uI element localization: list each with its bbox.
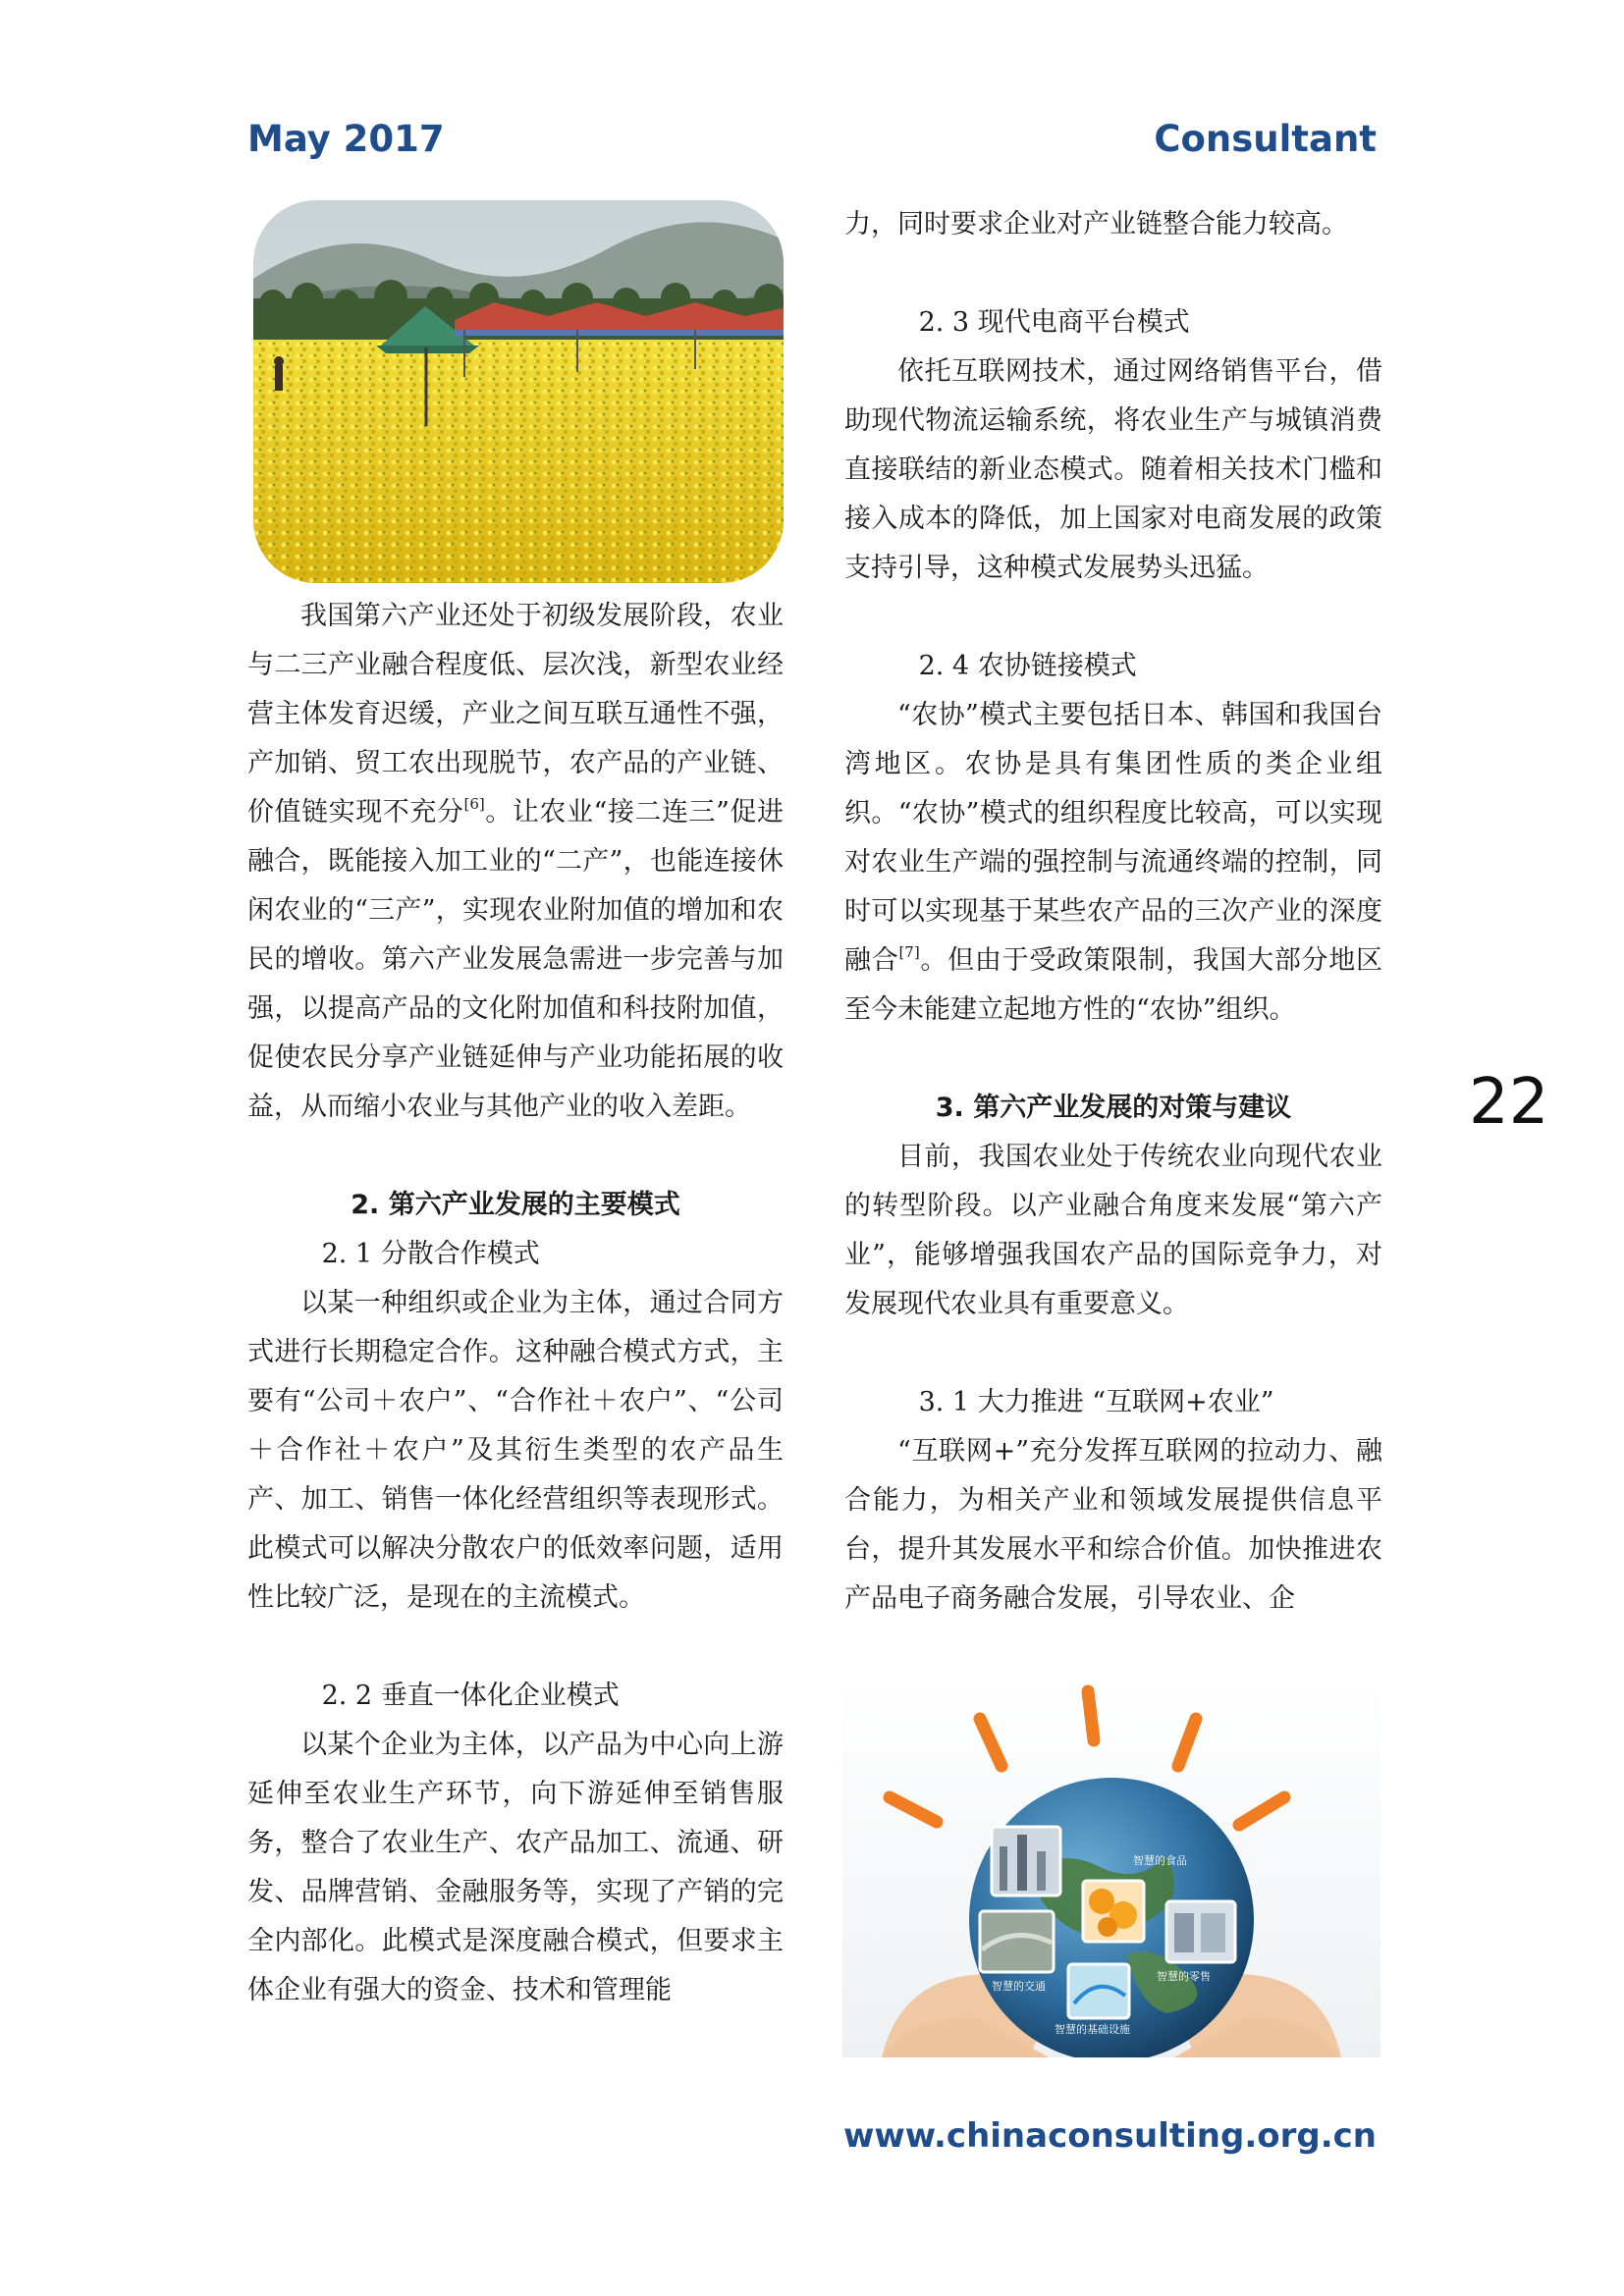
section-2-4-title: 2. 4 农协链接模式: [918, 651, 1137, 681]
intro-text: 我国第六产业还处于初级发展阶段，农业与二三产业融合程度低、层次浅，新型农业经营主体发育迟缓，产业之间互联互通性不强，产加销、贸工农出现脱节，农产品的产业链、价值链实现不充分: [247, 601, 784, 828]
intro-paragraph: [247, 592, 784, 1132]
citation-6: [6]: [463, 795, 485, 813]
continued-text: 力，同时要求企业对产业链整合能力较高。: [844, 209, 1348, 240]
section-3-1-title: 3. 1 大力推进 “互联网+农业”: [918, 1387, 1274, 1417]
section-2-3-title: 2. 3 现代电商平台模式: [918, 307, 1190, 338]
globe-label-traffic: 智慧的交通: [992, 1980, 1046, 1993]
right-column: [844, 200, 1382, 1624]
section-2-2-text: 以某个企业为主体，以产品为中心向上游延伸至农业生产环节，向下游延伸至销售服务，整合了农业生产、农产品加工、流通、研发、品牌营销、金融服务等，实现了产销的完全内部化。此模式是深度融合模式，但要求主体企业有强大的资金、技术和管理能: [247, 1730, 784, 2005]
globe-label-retail: 智慧的零售: [1157, 1970, 1211, 1983]
section-2-2-title: 2. 2 垂直一体化企业模式: [321, 1681, 620, 1711]
section-2-1-title: 2. 1 分散合作模式: [321, 1239, 540, 1269]
section-3-1-text: “互联网+”充分发挥互联网的拉动力、融合能力，为相关产业和领域发展提供信息平台，提升其发展水平和综合价值。加快推进农产品电子商务融合发展，引导农业、企: [844, 1436, 1382, 1614]
footer-website-url: www.chinaconsulting.org.cn: [842, 2116, 1377, 2156]
smart-globe-illustration: [842, 1680, 1380, 2057]
intro-text-cont: 。让农业“接二连三”促进融合，既能接入加工业的“二产”，也能连接休闲农业的“三产”，实现农业附加值的增加和农民的增收。第六产业发展急需进一步完善与加强，以提高产品的文化附加值和科技附加值，促使农民分享产业链延伸与产业功能拓展的收益，从而缩小农业与其他产业的收入差距。: [247, 797, 785, 1122]
page-number: 22: [1469, 1066, 1549, 1139]
section-2-1-text: 以某一种组织或企业为主体，通过合同方式进行长期稳定合作。这种融合模式方式，主要有“公司＋农户”、“合作社＋农户”、“公司＋合作社＋农户”及其衍生类型的农产品生产、加工、销售一体化经营组织等表现形式。此模式可以解决分散农户的低效率问题，适用性比较广泛，是现在的主流模式。: [247, 1288, 784, 1613]
header-magazine-title: Consultant: [1154, 118, 1377, 160]
header-issue-date: May 2017: [247, 118, 445, 160]
section-2-title: 2. 第六产业发展的主要模式: [351, 1190, 680, 1220]
left-column: [247, 592, 784, 2015]
section-2-3-text: 依托互联网技术，通过网络销售平台，借助现代物流运输系统，将农业生产与城镇消费直接联结的新业态模式。随着相关技术门槛和接入成本的降低，加上国家对电商发展的政策支持引导，这种模式发展势头迅猛。: [844, 356, 1382, 583]
section-3-text: 目前，我国农业处于传统农业向现代农业的转型阶段。以产业融合角度来发展“第六产业”，能够增强我国农产品的国际竞争力，对发展现代农业具有重要意义。: [844, 1142, 1382, 1319]
section-2-4-text-main: “农协”模式主要包括日本、韩国和我国台湾地区。农协是具有集团性质的类企业组织。“农协”模式的组织程度比较高，可以实现对农业生产端的强控制与流通终端的控制，同时可以实现基于某些农产品的三次产业的深度融合: [844, 700, 1382, 976]
section-3-title: 3. 第六产业发展的对策与建议: [935, 1093, 1292, 1123]
rapeseed-field-photo: [253, 200, 784, 583]
globe-label-infrastructure: 智慧的基础设施: [1055, 2023, 1130, 2036]
citation-7: [7]: [898, 943, 920, 961]
globe-label-food: 智慧的食品: [1133, 1854, 1187, 1867]
section-2-4-text-cont: 。但由于受政策限制，我国大部分地区至今未能建立起地方性的“农协”组织。: [844, 945, 1383, 1025]
section-2-4-text: [844, 691, 1382, 1035]
